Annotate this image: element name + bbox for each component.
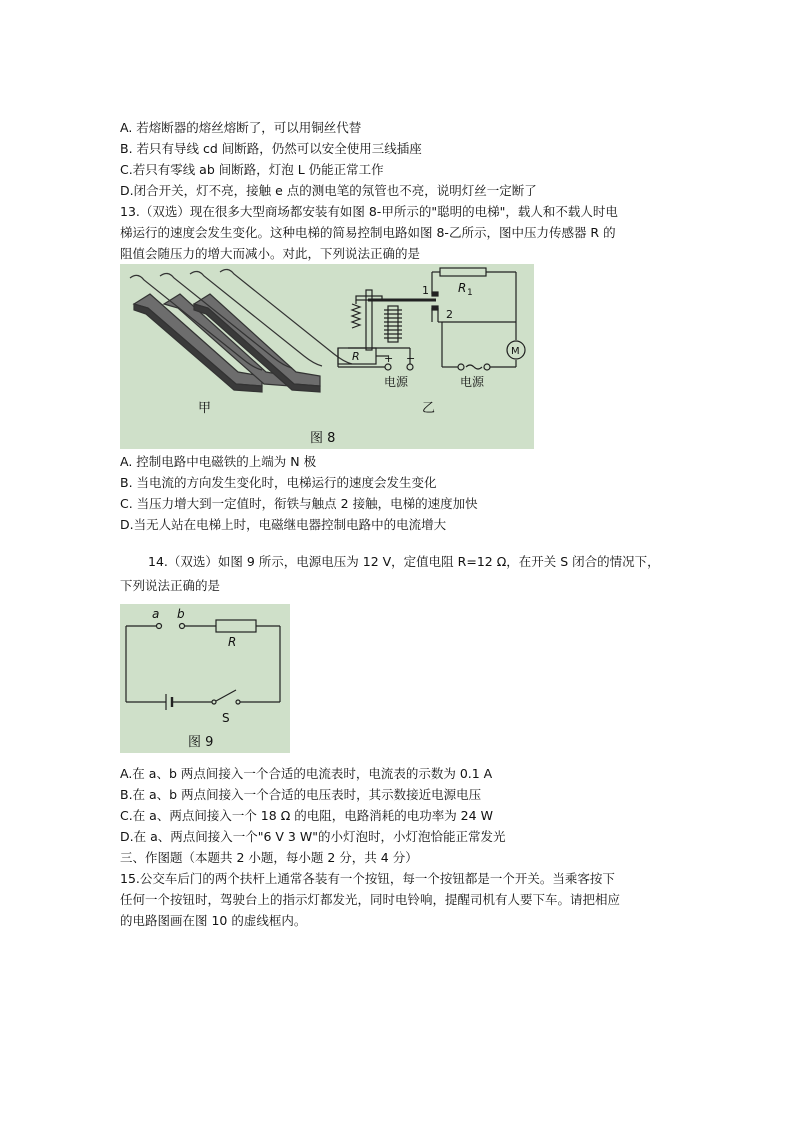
figure-9-caption: 图 9 xyxy=(188,735,214,750)
label-point-b: b xyxy=(177,607,185,621)
q12-option-c: C.若只有零线 ab 间断路，灯泡 L 仍能正常工作 xyxy=(120,162,384,177)
label-r1: R xyxy=(458,281,467,295)
q14-stem-line-1: 14.（双选）如图 9 所示，电源电压为 12 V，定值电阻 R=12 Ω，在开关 S 闭合的情况下， xyxy=(148,554,660,569)
label-r1-subscript: 1 xyxy=(467,288,473,298)
q13-stem-line-1: 13.（双选）现在很多大型商场都安装有如图 8-甲所示的"聪明的电梯"，载人和不载人时电 xyxy=(120,204,618,219)
q14-option-b: B.在 a、b 两点间接入一个合适的电压表时，其示数接近电源电压 xyxy=(120,787,482,802)
label-switch-s: S xyxy=(222,711,230,725)
label-contact-2: 2 xyxy=(446,308,453,321)
q15-stem-line-1: 15.公交车后门的两个扶杆上通常各装有一个按钮，每一个按钮都是一个开关。当乘客按下 xyxy=(120,871,615,886)
relay-control-circuit xyxy=(338,268,525,370)
q14-option-c: C.在 a、两点间接入一个 18 Ω 的电阻，电路消耗的电功率为 24 W xyxy=(120,808,493,823)
motor-icon: M xyxy=(511,346,520,357)
q13-option-a: A. 控制电路中电磁铁的上端为 N 极 xyxy=(120,454,317,469)
label-power-motor: 电源 xyxy=(460,375,485,389)
figure-9 xyxy=(120,604,290,753)
q12-option-b: B. 若只有导线 cd 间断路，仍然可以安全使用三线插座 xyxy=(120,141,422,156)
q14-option-d: D.在 a、两点间接入一个"6 V 3 W"的小灯泡时，小灯泡恰能正常发光 xyxy=(120,829,506,844)
q15-stem-line-2: 任何一个按钮时，驾驶台上的指示灯都发光，同时电铃响，提醒司机有人要下车。请把相应 xyxy=(120,892,621,907)
label-resistor-r: R xyxy=(228,635,237,649)
label-plus: + xyxy=(384,352,394,365)
q14-option-a: A.在 a、b 两点间接入一个合适的电流表时，电流表的示数为 0.1 A xyxy=(120,766,493,781)
figure-8-label-jia: 甲 xyxy=(198,401,212,416)
label-contact-1: 1 xyxy=(422,284,429,297)
q13-stem-line-2: 梯运行的速度会发生变化。这种电梯的简易控制电路如图 8-乙所示，图中压力传感器 R 的 xyxy=(120,225,616,240)
figure-8-label-yi: 乙 xyxy=(422,401,436,416)
q14-stem-line-2: 下列说法正确的是 xyxy=(120,578,221,593)
q15-stem-line-3: 的电路图画在图 10 的虚线框内。 xyxy=(120,913,307,928)
q13-option-d: D.当无人站在电梯上时，电磁继电器控制电路中的电流增大 xyxy=(120,517,447,532)
label-minus: − xyxy=(406,352,416,365)
section-3-heading: 三、作图题（本题共 2 小题，每小题 2 分，共 4 分） xyxy=(120,850,418,865)
q13-option-c: C. 当压力增大到一定值时，衔铁与触点 2 接触，电梯的速度加快 xyxy=(120,496,478,511)
series-circuit xyxy=(126,620,280,710)
label-sensor-r: R xyxy=(352,350,360,363)
figure-8 xyxy=(120,264,534,449)
q13-stem-line-3: 阻值会随压力的增大而减小。对此，下列说法正确的是 xyxy=(120,246,421,261)
escalator-illustration xyxy=(130,269,352,392)
q12-option-d: D.闭合开关，灯不亮，接触 e 点的测电笔的氖管也不亮，说明灯丝一定断了 xyxy=(120,183,537,198)
q12-option-a: A. 若熔断器的熔丝熔断了，可以用铜丝代替 xyxy=(120,120,362,135)
label-point-a: a xyxy=(152,607,160,621)
label-power-control: 电源 xyxy=(384,375,409,389)
q13-option-b: B. 当电流的方向发生变化时，电梯运行的速度会发生变化 xyxy=(120,475,437,490)
figure-8-caption: 图 8 xyxy=(310,431,336,446)
